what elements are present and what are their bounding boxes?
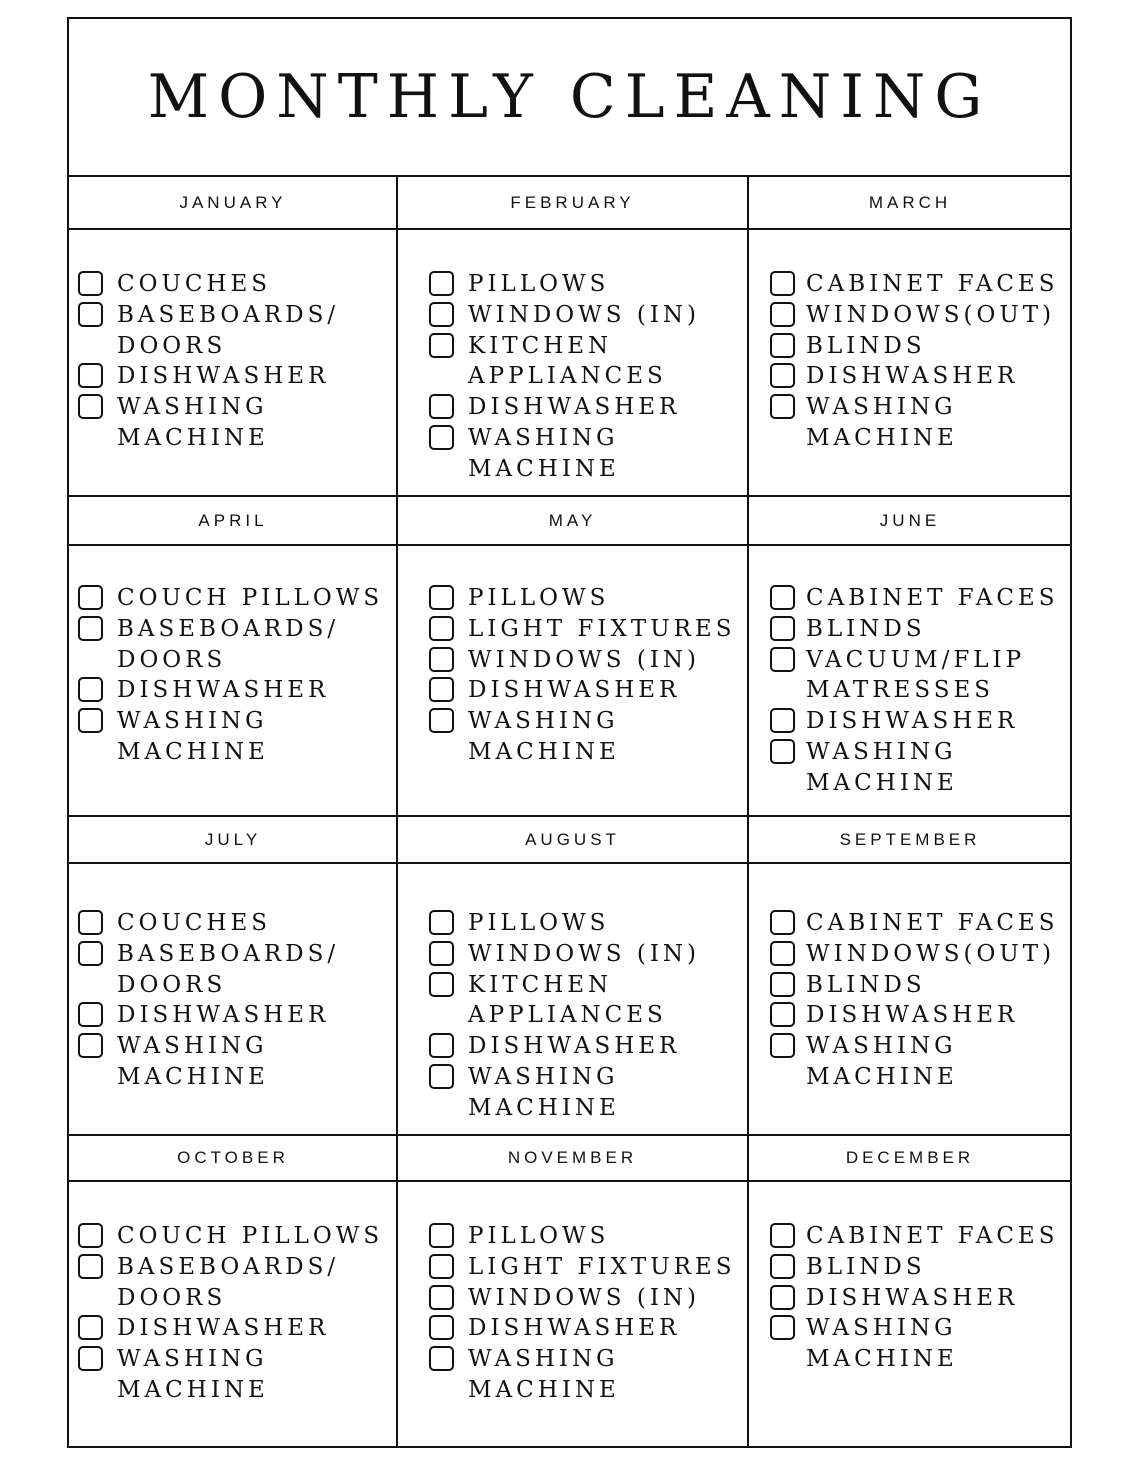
checkbox[interactable] (429, 616, 454, 641)
page-title: MONTHLY CLEANING (69, 19, 1070, 177)
checklist-item-label: WINDOWS (IN) (468, 940, 701, 967)
checkbox[interactable] (770, 1002, 795, 1027)
checklist-item-label: COUCHES (117, 271, 272, 297)
checkbox[interactable] (78, 1254, 103, 1279)
checklist-item-label: WINDOWS(OUT) (806, 940, 1056, 967)
checkbox[interactable] (770, 910, 795, 935)
month-heading-july: JULY (204, 829, 262, 849)
checkbox[interactable] (429, 333, 454, 358)
month-heading-february: FEBRUARY (510, 193, 635, 212)
checklist-item-label: DOORS (117, 646, 227, 673)
checklist-item-label: WASHING (806, 739, 957, 765)
checklist-item-label: DOORS (117, 971, 227, 998)
checkbox[interactable] (770, 1254, 795, 1279)
checklist-item-label: LIGHT FIXTURES (468, 1253, 736, 1280)
checklist-item-label: DISHWASHER (117, 363, 330, 390)
checklist-item-label: BLINDS (806, 615, 926, 642)
checklist-item-label: DISHWASHER (468, 394, 681, 421)
checklist-item-label: DISHWASHER (117, 1315, 330, 1342)
checkbox[interactable] (429, 585, 454, 610)
checklist-item-label: DISHWASHER (806, 363, 1019, 390)
month-heading-september: SEPTEMBER (839, 829, 981, 849)
checkbox[interactable] (429, 1223, 454, 1248)
checkbox[interactable] (78, 941, 103, 966)
checklist-item-label: CABINET FACES (806, 585, 1059, 611)
checklist-item-label: MACHINE (117, 1064, 269, 1090)
checklist-item-label: BLINDS (806, 332, 926, 359)
checkbox[interactable] (770, 739, 795, 764)
checkbox[interactable] (78, 302, 103, 327)
checklist-item-label: MACHINE (468, 455, 620, 482)
checklist-item-label: WASHING (117, 708, 268, 735)
checkbox[interactable] (78, 1315, 103, 1340)
checkbox[interactable] (78, 363, 103, 388)
checkbox[interactable] (770, 1285, 795, 1310)
checklist-item-label: WASHING (806, 1033, 957, 1060)
checklist-item-label: PILLOWS (468, 1223, 610, 1249)
month-heading-april: APRIL (198, 510, 268, 530)
checkbox[interactable] (429, 941, 454, 966)
checkbox[interactable] (770, 333, 795, 358)
checklist-item-label: COUCH PILLOWS (117, 585, 384, 611)
checkbox[interactable] (770, 1315, 795, 1340)
checkbox[interactable] (78, 1002, 103, 1027)
checklist-item-label: DOORS (117, 332, 227, 359)
checklist-item-label: PILLOWS (468, 910, 610, 936)
checklist-item-label: BASEBOARDS/ (117, 615, 340, 642)
month-heading-november: NOVEMBER (507, 1148, 638, 1167)
checklist-item-label: WASHING (468, 1346, 619, 1373)
checkbox[interactable] (78, 677, 103, 702)
checklist-item-label: WINDOWS (IN) (468, 646, 701, 673)
checkbox[interactable] (429, 271, 454, 296)
checklist-item-label: MACHINE (117, 1377, 269, 1403)
checklist-item-label: DISHWASHER (806, 1002, 1019, 1029)
checklist-item-label: WASHING (117, 394, 268, 421)
checklist-item-label: WASHING (806, 1315, 957, 1342)
checklist-item-label: APPLIANCES (468, 363, 667, 390)
month-heading-may: MAY (548, 510, 597, 530)
checkbox[interactable] (429, 1346, 454, 1371)
checklist-item-label: MACHINE (468, 1377, 620, 1403)
checkbox[interactable] (770, 647, 795, 672)
month-heading-august: AUGUST (525, 829, 620, 849)
checkbox[interactable] (770, 585, 795, 610)
checkbox[interactable] (429, 1033, 454, 1058)
checkbox[interactable] (770, 271, 795, 296)
checkbox[interactable] (78, 910, 103, 935)
checklist-item-label: WINDOWS(OUT) (806, 301, 1056, 328)
checklist-item-label: MACHINE (468, 1094, 620, 1121)
checklist-item-label: DISHWASHER (806, 1284, 1019, 1311)
checkbox[interactable] (78, 616, 103, 641)
checkbox[interactable] (78, 1223, 103, 1248)
month-heading-december: DECEMBER (845, 1148, 975, 1167)
checklist-item-label: DISHWASHER (117, 1002, 330, 1029)
month-heading-june: JUNE (879, 510, 941, 530)
checklist-item-label: MATRESSES (806, 677, 995, 704)
checklist-item-label: BLINDS (806, 971, 926, 998)
checklist-item-label: WASHING (468, 708, 619, 735)
checkbox[interactable] (429, 302, 454, 327)
checkbox[interactable] (78, 585, 103, 610)
cleaning-sheet (67, 17, 1072, 1448)
checkbox[interactable] (770, 394, 795, 419)
checklist-item-label: COUCH PILLOWS (117, 1223, 384, 1249)
checklist-item-label: BASEBOARDS/ (117, 1253, 340, 1280)
checklist-item-label: DOORS (117, 1284, 227, 1311)
checkbox[interactable] (78, 271, 103, 296)
checklist-item-label: MACHINE (468, 739, 620, 765)
checklist-item-label: PILLOWS (468, 271, 610, 297)
checkbox[interactable] (429, 972, 454, 997)
checklist-item-label: WASHING (468, 1064, 619, 1090)
checkbox[interactable] (429, 910, 454, 935)
checklist-item-label: WASHING (468, 425, 619, 451)
checklist-item-label: WASHING (117, 1033, 268, 1060)
checklist-item-label: DISHWASHER (468, 1315, 681, 1342)
month-heading-january: JANUARY (179, 193, 287, 212)
checklist-item-label: WASHING (806, 394, 957, 421)
checkbox[interactable] (770, 972, 795, 997)
checkbox[interactable] (429, 1254, 454, 1279)
checklist-item-label: MACHINE (806, 769, 958, 796)
checklist-item-label: COUCHES (117, 910, 272, 936)
column-divider (396, 177, 398, 1446)
checklist-item-label: DISHWASHER (806, 708, 1019, 735)
checklist-item-label: MACHINE (117, 425, 269, 451)
checklist-item-label: WASHING (117, 1346, 268, 1373)
checkbox[interactable] (429, 425, 454, 450)
checkbox[interactable] (429, 394, 454, 419)
checkbox[interactable] (78, 394, 103, 419)
checklist-item-label: MACHINE (806, 1346, 958, 1373)
checklist-item-label: CABINET FACES (806, 271, 1059, 297)
checkbox[interactable] (78, 708, 103, 733)
checklist-item-label: BASEBOARDS/ (117, 301, 340, 328)
checklist-item-label: WINDOWS (IN) (468, 1284, 701, 1311)
checkbox[interactable] (770, 941, 795, 966)
column-divider (747, 177, 749, 1446)
checklist-item-label: APPLIANCES (468, 1002, 667, 1029)
checkbox[interactable] (429, 1285, 454, 1310)
checklist-item-label: DISHWASHER (468, 677, 681, 704)
checkbox[interactable] (78, 1346, 103, 1371)
checklist-item-label: WINDOWS (IN) (468, 301, 701, 328)
checklist-item-label: KITCHEN (468, 971, 613, 998)
checklist-item-label: DISHWASHER (117, 677, 330, 704)
checkbox[interactable] (429, 708, 454, 733)
checklist-item-label: MACHINE (117, 739, 269, 765)
checkbox[interactable] (429, 1064, 454, 1089)
checklist-item-label: BASEBOARDS/ (117, 940, 340, 967)
checklist-item-label: KITCHEN (468, 332, 613, 359)
checkbox[interactable] (770, 363, 795, 388)
checkbox[interactable] (770, 708, 795, 733)
checklist-item-label: MACHINE (806, 425, 958, 451)
checkbox[interactable] (429, 677, 454, 702)
checkbox[interactable] (78, 1033, 103, 1058)
checkbox[interactable] (429, 1315, 454, 1340)
checklist-item-label: VACUUM/FLIP (806, 646, 1026, 673)
checklist-item-label: LIGHT FIXTURES (468, 615, 736, 642)
checklist-item-label: PILLOWS (468, 585, 610, 611)
checklist-item-label: BLINDS (806, 1253, 926, 1280)
checkbox[interactable] (429, 647, 454, 672)
checkbox[interactable] (770, 1223, 795, 1248)
checklist-item-label: CABINET FACES (806, 910, 1059, 936)
checklist-item-label: CABINET FACES (806, 1223, 1059, 1249)
month-heading-march: MARCH (868, 193, 952, 212)
month-heading-october: OCTOBER (177, 1148, 289, 1167)
checkbox[interactable] (770, 1033, 795, 1058)
checklist-item-label: DISHWASHER (468, 1033, 681, 1060)
checkbox[interactable] (770, 616, 795, 641)
checklist-item-label: MACHINE (806, 1064, 958, 1090)
checkbox[interactable] (770, 302, 795, 327)
